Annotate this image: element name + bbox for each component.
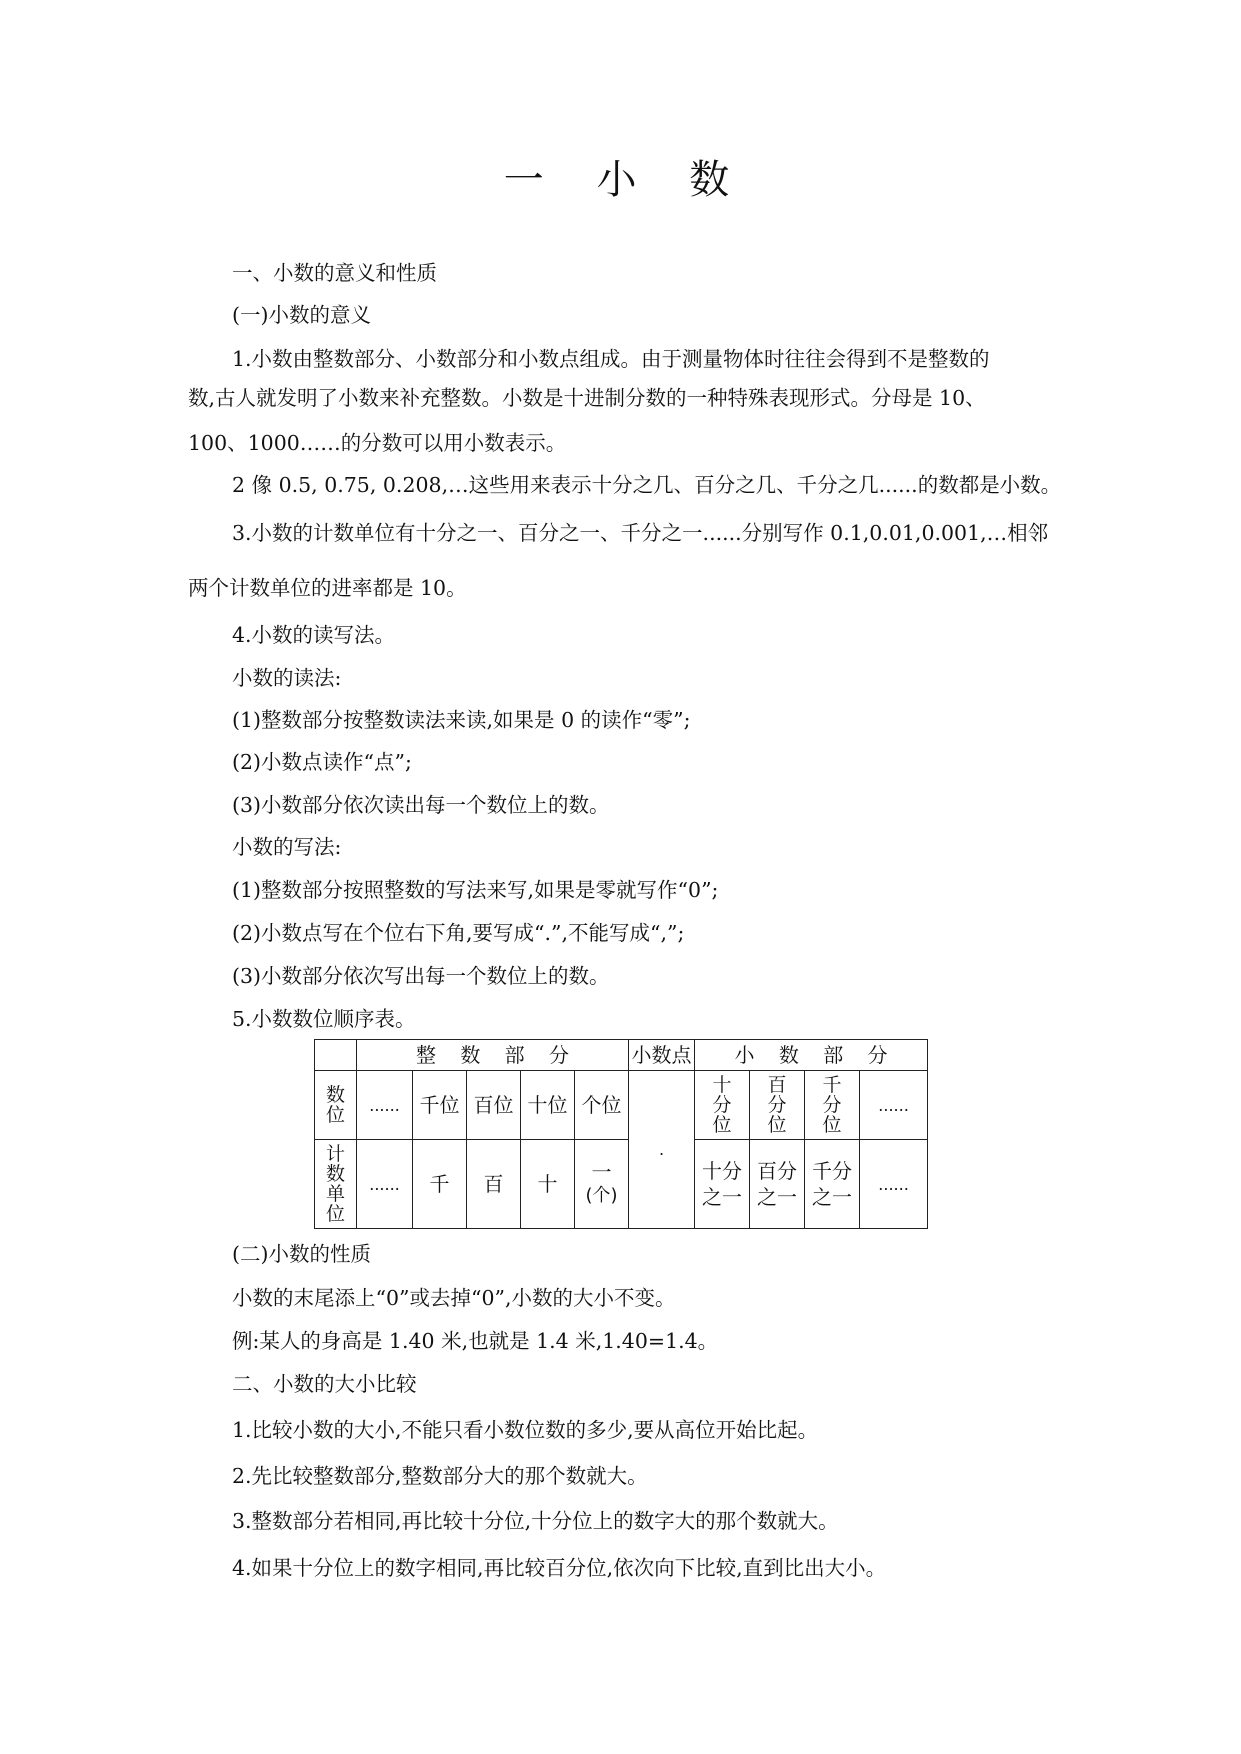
paragraph-line: 小数的末尾添上“0”或去掉“0”,小数的大小不变。	[232, 1286, 676, 1310]
paragraph-line: 4.如果十分位上的数字相同,再比较百分位,依次向下比较,直到比出大小。	[232, 1556, 887, 1580]
place-cell: 十位	[521, 1071, 575, 1140]
decimal-part-header: 小 数 部 分	[695, 1040, 928, 1071]
decimal-place-cell: 十分位	[695, 1071, 750, 1140]
unit-one-label: 一	[591, 1160, 612, 1184]
paragraph-line: 3.整数部分若相同,再比较十分位,十分位上的数字大的那个数就大。	[232, 1509, 839, 1533]
paragraph-line: 100、1000……的分数可以用小数表示。	[188, 431, 567, 455]
page-title: 一 小 数	[503, 157, 738, 203]
paragraph-line: (1)整数部分按整数读法来读,如果是 0 的读作“零”;	[232, 708, 691, 732]
decimal-unit-cell: 千分之一	[805, 1140, 860, 1229]
decimal-place-cell: 百分位	[750, 1071, 805, 1140]
ellipsis-cell: ......	[357, 1071, 413, 1140]
paragraph-line: 数,古人就发明了小数来补充整数。小数是十进制分数的一种特殊表现形式。分母是 10、	[188, 386, 986, 410]
row-label-unit: 计数单位	[315, 1140, 357, 1229]
unit-cell: 千	[413, 1140, 467, 1229]
decimal-place-cell: 千分位	[805, 1071, 860, 1140]
paragraph-line: (3)小数部分依次写出每一个数位上的数。	[232, 964, 610, 988]
section-heading-1: 一、小数的意义和性质	[232, 261, 437, 285]
paragraph-line: (2)小数点读作“点”;	[232, 750, 412, 774]
decimal-point-header: 小数点	[629, 1040, 695, 1071]
subsection-heading: (一)小数的意义	[232, 303, 371, 327]
subsection-heading: (二)小数的性质	[232, 1242, 371, 1266]
unit-cell: 百	[467, 1140, 521, 1229]
place-cell: 千位	[413, 1071, 467, 1140]
paragraph-line: 1.比较小数的大小,不能只看小数位数的多少,要从高位开始比起。	[232, 1418, 819, 1442]
paragraph-line: (1)整数部分按照整数的写法来写,如果是零就写作“0”;	[232, 878, 719, 902]
place-cell: 百位	[467, 1071, 521, 1140]
unit-cell: 十	[521, 1140, 575, 1229]
ellipsis-cell: ......	[860, 1140, 928, 1229]
paragraph-line: 小数的读法:	[232, 666, 342, 690]
integer-part-header: 整 数 部 分	[357, 1040, 629, 1071]
decimal-unit-cell: 十分之一	[695, 1140, 750, 1229]
paragraph-line: 1.小数由整数部分、小数部分和小数点组成。由于测量物体时往往会得到不是整数的	[232, 347, 990, 371]
ellipsis-cell: ......	[860, 1071, 928, 1140]
table-corner-cell	[315, 1040, 357, 1071]
paragraph-line: 例:某人的身高是 1.40 米,也就是 1.4 米,1.40=1.4。	[232, 1329, 719, 1353]
decimal-unit-cell: 百分之一	[750, 1140, 805, 1229]
decimal-place-value-table	[314, 1039, 928, 1229]
paragraph-line: 4.小数的读写法。	[232, 623, 396, 647]
paragraph-line: 2.先比较整数部分,整数部分大的那个数就大。	[232, 1464, 648, 1488]
paragraph-line: 3.小数的计数单位有十分之一、百分之一、千分之一......分别写作 0.1,0.01,0.001,…相邻	[232, 521, 1049, 545]
paragraph-line: (3)小数部分依次读出每一个数位上的数。	[232, 793, 610, 817]
paragraph-line: 小数的写法:	[232, 835, 342, 859]
row-label-place: 数位	[315, 1071, 357, 1140]
paragraph-line: (2)小数点写在个位右下角,要写成“.”,不能写成“,”;	[232, 921, 685, 945]
ellipsis-cell: ......	[357, 1140, 413, 1229]
section-heading-2: 二、小数的大小比较	[232, 1372, 417, 1396]
paragraph-line: 两个计数单位的进率都是 10。	[188, 576, 467, 600]
paragraph-line: 2 像 0.5, 0.75, 0.208,…这些用来表示十分之几、百分之几、千分之几......的数都是小数。	[232, 473, 1062, 497]
paragraph-line: 5.小数数位顺序表。	[232, 1007, 416, 1031]
decimal-point-cell: .	[629, 1071, 695, 1229]
place-cell: 个位	[575, 1071, 629, 1140]
unit-one-note: (个)	[585, 1185, 618, 1206]
unit-cell	[575, 1140, 629, 1229]
